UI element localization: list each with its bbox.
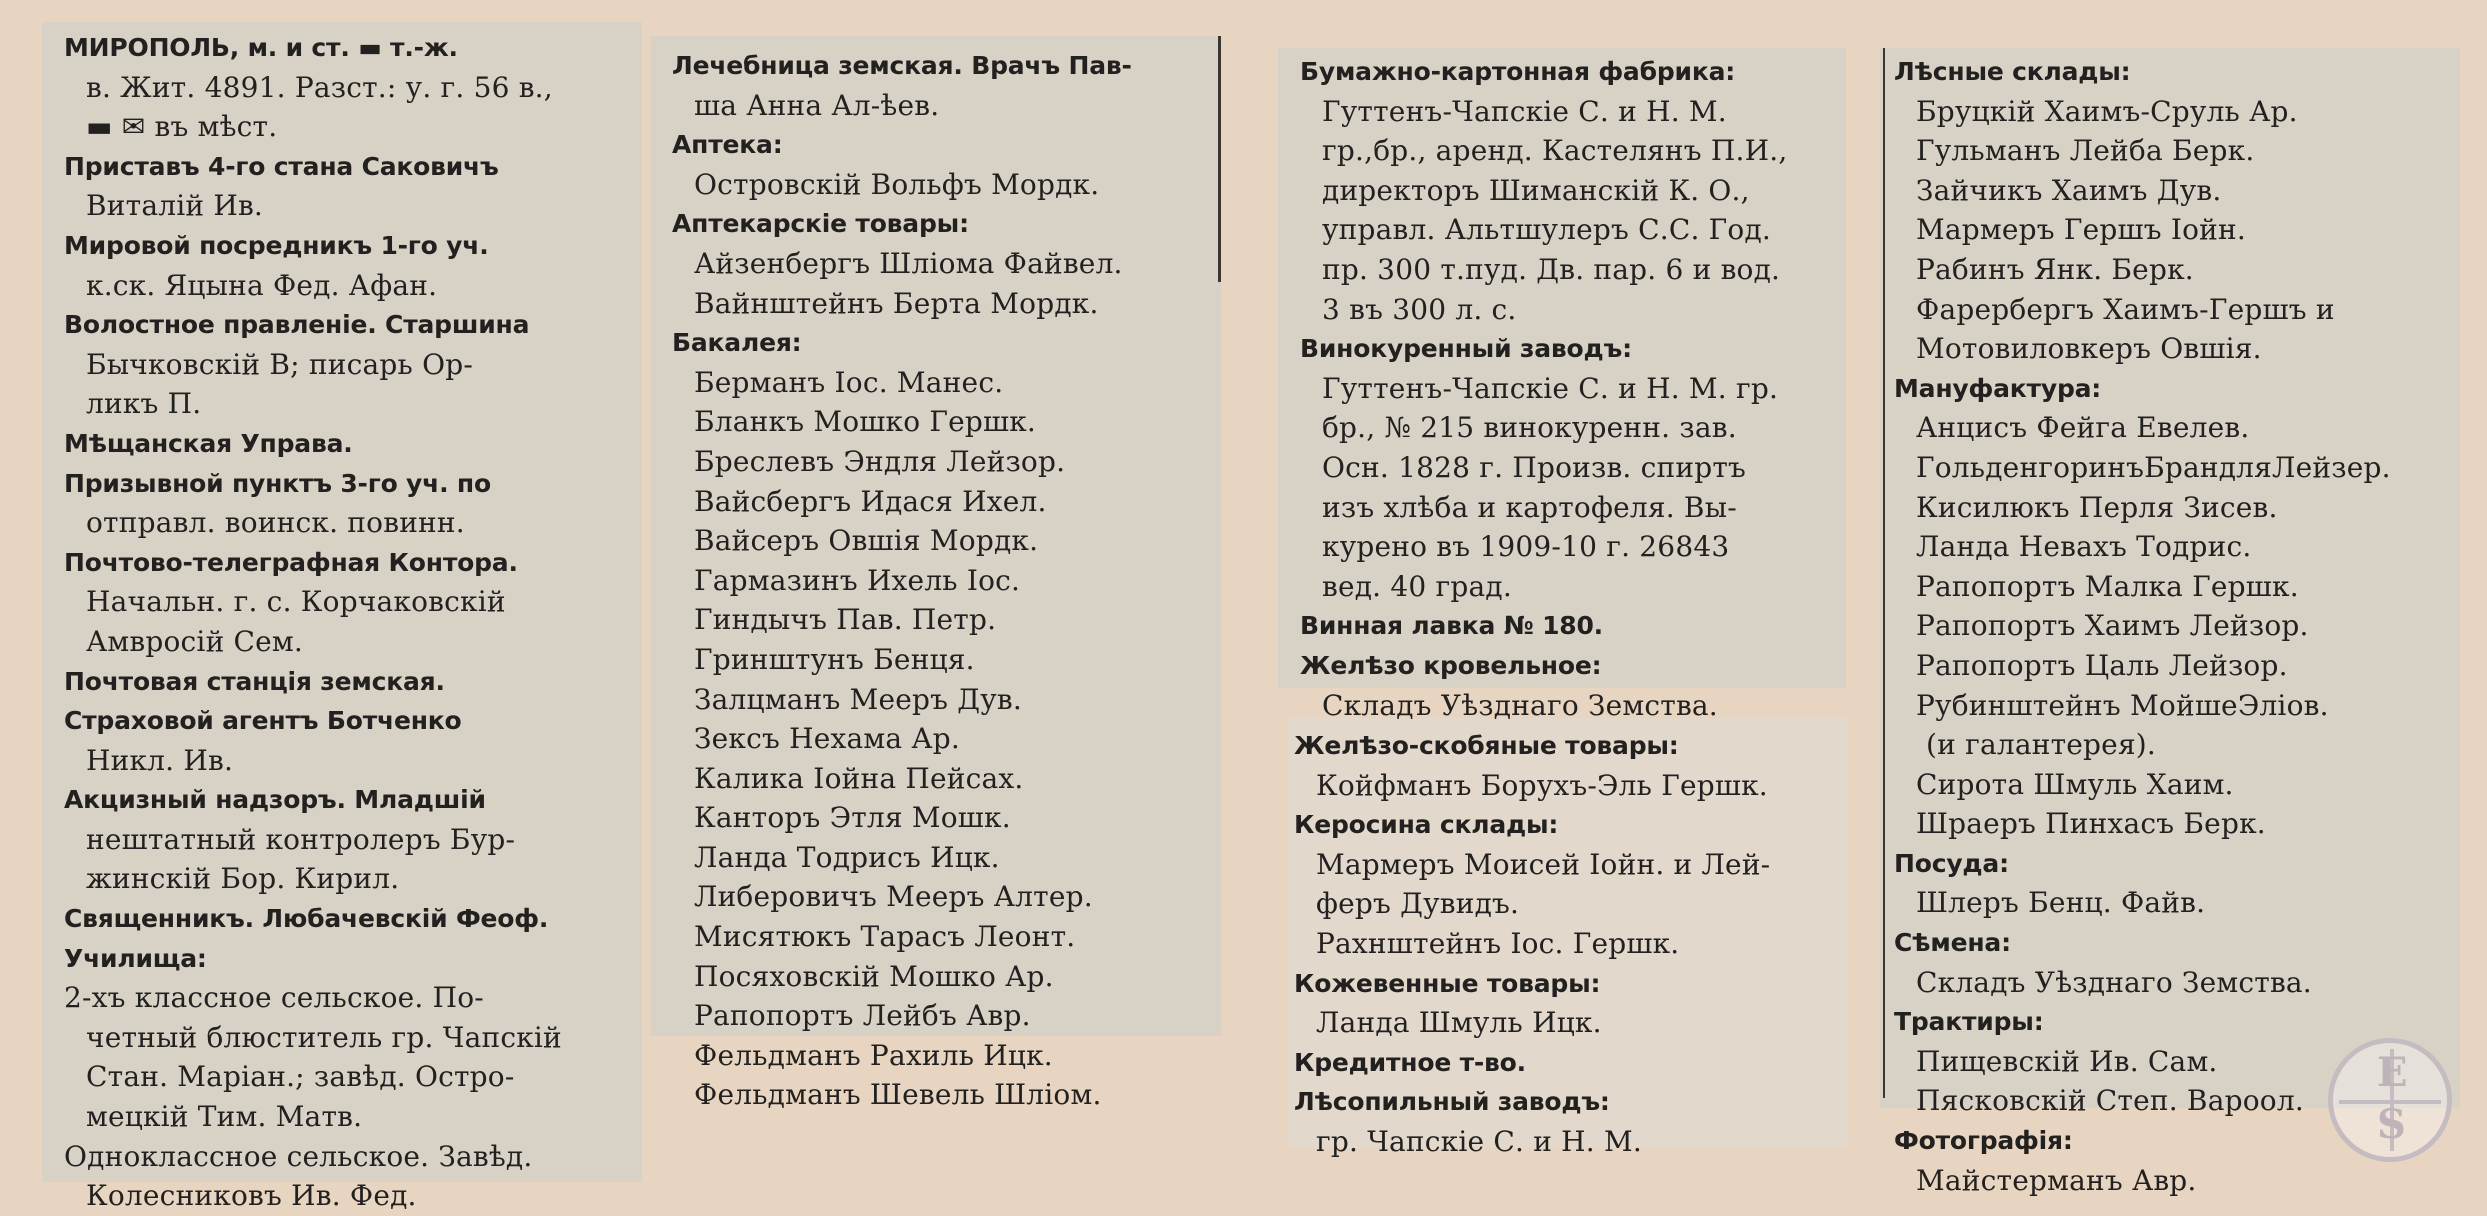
entry-line: Мармеръ Гершъ Іойн. [1916, 213, 2246, 247]
entry-line: 2-хъ классное сельское. По- [64, 981, 484, 1015]
entry-heading: Трактиры: [1894, 1007, 2044, 1037]
entry-line: Гринштунъ Бенця. [694, 642, 975, 676]
entry-line: Залцманъ Мееръ Дув. [694, 682, 1022, 716]
entry-line: Рапопортъ Цаль Лейзор. [1916, 648, 2288, 682]
directory-column-2 [672, 46, 1132, 1115]
entry-line: Вайнштейнъ Берта Мордк. [694, 286, 1099, 320]
entry-line: курено въ 1909-10 г. 26843 [1322, 530, 1730, 564]
entry-line: Берманъ Іос. Манес. [694, 365, 1004, 399]
entry-line: изъ хлѣба и картофеля. Вы- [1322, 490, 1737, 524]
entry-line: нештатный контролеръ Бур- [86, 822, 516, 856]
entry-line: Вайсеръ Овшія Мордк. [694, 524, 1039, 558]
entry-line: Рапопортъ Малка Гершк. [1916, 569, 2299, 603]
entry-line: Койфманъ Борухъ-Эль Гершк. [1316, 768, 1768, 802]
entry-line: Фельдманъ Рахиль Ицк. [694, 1038, 1053, 1072]
entry-line: управл. Альтшулеръ С.С. Год. [1322, 213, 1772, 247]
entry-heading: Мѣщанская Управа. [64, 428, 353, 458]
entry-line: Фельдманъ Шевель Шліом. [694, 1078, 1102, 1112]
entry-heading: Бумажно-картонная фабрика: [1300, 57, 1736, 86]
entry-line: ГольденгоринъБрандляЛейзер. [1916, 450, 2391, 484]
entry-line: Одноклассное сельское. Завѣд. [64, 1139, 533, 1173]
entry-line: Рапопортъ Лейбъ Авр. [694, 999, 1031, 1033]
entry-heading: Винокуренный заводъ: [1300, 334, 1632, 364]
entry-line: Кисилюкъ Перля Зисев. [1916, 490, 2278, 524]
entry-line: Пясковскій Степ. Вароол. [1916, 1084, 2304, 1118]
entry-line: Гуттенъ-Чапскіе С. и Н. М. гр. [1322, 371, 1779, 405]
entry-heading: Винная лавка № 180. [1300, 611, 1603, 641]
entry-line: Рахнштейнъ Іос. Гершк. [1316, 926, 1680, 960]
entry-line: Начальн. г. с. Корчаковскій [86, 585, 506, 619]
entry-line: Фарербергъ Хаимъ-Гершъ и [1916, 292, 2335, 326]
entry-heading: МИРОПОЛЬ, м. и ст. ▬ т.-ж. [64, 33, 458, 62]
entry-line: Никл. Ив. [86, 743, 234, 777]
directory-column-1 [64, 28, 562, 1216]
entry-line: Амвросій Сем. [86, 624, 304, 658]
entry-line: Вайсбергъ Идася Ихел. [694, 484, 1047, 518]
entry-heading: Акцизный надзоръ. Младшій [64, 785, 486, 815]
entry-heading: Страховой агентъ Ботченко [64, 706, 462, 736]
entry-heading: Кожевенные товары: [1294, 968, 1601, 998]
entry-line: Осн. 1828 г. Произв. спиртъ [1322, 450, 1747, 484]
stamp-letter-e: E [2377, 1049, 2408, 1096]
entry-line: Калика Іойна Пейсах. [694, 761, 1024, 795]
entry-line: Бычковскій В; писарь Ор- [86, 347, 474, 381]
entry-line: Канторъ Этля Мошк. [694, 801, 1011, 835]
entry-line: Бреслевъ Эндля Лейзор. [694, 444, 1066, 478]
entry-line: Зайчикъ Хаимъ Дув. [1916, 173, 2222, 207]
entry-heading: Аптекарскіе товары: [672, 209, 969, 239]
entry-line: Шлеръ Бенц. Файв. [1916, 886, 2206, 920]
entry-line: Колесниковъ Ив. Фед. [86, 1179, 417, 1213]
entry-heading: Лѣсные склады: [1894, 57, 2131, 86]
entry-line: к.ск. Яцына Фед. Афан. [86, 268, 438, 302]
entry-heading: Бакалея: [672, 328, 802, 358]
entry-line: четный блюститель гр. Чапскій [86, 1020, 562, 1054]
entry-line: Зексъ Нехама Ар. [694, 722, 960, 756]
entry-line: Стан. Маріан.; завѣд. Остро- [86, 1060, 515, 1094]
entry-line: Рабинъ Янк. Берк. [1916, 252, 2194, 286]
entry-heading: Мануфактура: [1894, 373, 2102, 403]
entry-heading: Фотографія: [1894, 1126, 2073, 1156]
entry-line: ликъ П. [86, 387, 202, 421]
entry-heading: Керосина склады: [1294, 810, 1559, 840]
entry-line: директоръ Шиманскій К. О., [1322, 173, 1750, 207]
entry-heading: Лечебница земская. Врачъ Пав- [672, 51, 1132, 80]
entry-line: Анцисъ Фейга Евелев. [1916, 411, 2250, 445]
entry-line: Мотовиловкеръ Овшія. [1916, 332, 2262, 366]
entry-line: Сирота Шмуль Хаим. [1916, 767, 2234, 801]
entry-line: ▬ ✉ въ мѣст. [86, 110, 278, 144]
entry-line: Ланда Шмуль Ицк. [1316, 1006, 1602, 1040]
entry-line: бр., № 215 винокуренн. зав. [1322, 411, 1737, 445]
entry-heading: Священникъ. Любачевскій Феоф. [64, 904, 549, 934]
entry-heading: Приставъ 4-го стана Саковичъ [64, 151, 499, 181]
entry-line: Гульманъ Лейба Берк. [1916, 134, 2255, 168]
entry-line: мецкій Тим. Матв. [86, 1100, 363, 1134]
es-watermark-logo [2328, 1038, 2452, 1162]
entry-heading: Призывной пунктъ 3-го уч. по [64, 468, 491, 498]
entry-heading: Почтовая станція земская. [64, 666, 445, 696]
entry-line: Майстерманъ Авр. [1916, 1163, 2197, 1197]
entry-heading: Училища: [64, 943, 207, 973]
entry-line: Айзенбергъ Шліома Файвел. [694, 246, 1123, 280]
entry-heading: Посуда: [1894, 848, 2009, 878]
entry-heading: Мировой посредникъ 1-го уч. [64, 230, 489, 260]
entry-line: Гуттенъ-Чапскіе С. и Н. М. [1322, 94, 1727, 128]
entry-line: Гармазинъ Ихель Іос. [694, 563, 1021, 597]
entry-line: Гиндычъ Пав. Петр. [694, 603, 997, 637]
entry-line: ша Анна Ал-ѣев. [694, 88, 940, 122]
column-divider [1218, 36, 1221, 282]
entry-heading: Волостное правленіе. Старшина [64, 310, 530, 340]
entry-heading: Лѣсопильный заводъ: [1294, 1087, 1610, 1117]
entry-line: Мармеръ Моисей Іойн. и Лей- [1316, 847, 1771, 881]
entry-line: Либеровичъ Мееръ Алтер. [694, 880, 1093, 914]
entry-line: Виталій Ив. [86, 189, 264, 223]
entry-heading: Почтово-телеграфная Контора. [64, 547, 518, 577]
entry-line: феръ Дувидъ. [1316, 887, 1520, 921]
entry-line: Пищевскій Ив. Сам. [1916, 1044, 2218, 1078]
entry-line: отправл. воинск. повинн. [86, 506, 465, 540]
directory-column-3-top [1300, 52, 1787, 725]
entry-line: Островскій Вольфъ Мордк. [694, 167, 1100, 201]
column-divider [1883, 48, 1885, 1098]
entry-heading: Кредитное т-во. [1294, 1047, 1526, 1077]
entry-line: гр.,бр., аренд. Кастелянъ П.И., [1322, 134, 1788, 168]
entry-line: Складъ Уѣзднаго Земства. [1322, 688, 1718, 722]
entry-line: Складъ Уѣзднаго Земства. [1916, 965, 2312, 999]
entry-line: (и галантерея). [1926, 728, 2157, 762]
entry-line: в. Жит. 4891. Разст.: у. г. 56 в., [86, 70, 553, 104]
directory-column-4 [1894, 52, 2391, 1200]
entry-line: гр. Чапскіе С. и Н. М. [1316, 1124, 1642, 1158]
entry-line: 3 въ 300 л. с. [1322, 292, 1517, 326]
entry-line: пр. 300 т.пуд. Дв. пар. 6 и вод. [1322, 252, 1781, 286]
entry-line: Ланда Тодрисъ Ицк. [694, 840, 1000, 874]
entry-line: Посяховскій Мошко Ар. [694, 959, 1054, 993]
entry-heading: Аптека: [672, 130, 783, 160]
entry-line: Шраеръ Пинхасъ Берк. [1916, 807, 2266, 841]
entry-line: Рапопортъ Хаимъ Лейзор. [1916, 609, 2309, 643]
stamp-letter-s: S [2377, 1101, 2406, 1148]
entry-line: Бруцкій Хаимъ-Сруль Ар. [1916, 94, 2298, 128]
entry-heading: Желѣзо кровельное: [1300, 650, 1602, 680]
entry-line: Мисятюкъ Тарасъ Леонт. [694, 920, 1076, 954]
entry-line: Ланда Невахъ Тодрис. [1916, 530, 2252, 564]
entry-line: Рубинштейнъ МойшеЭліов. [1916, 688, 2329, 722]
directory-column-3-bottom [1294, 726, 1770, 1162]
entry-heading: Желѣзо-скобяные товары: [1294, 731, 1679, 760]
entry-line: вед. 40 град. [1322, 569, 1512, 603]
entry-line: Бланкъ Мошко Гершк. [694, 405, 1037, 439]
entry-heading: Сѣмена: [1894, 928, 2011, 958]
entry-line: жинскій Бор. Кирил. [86, 862, 400, 896]
